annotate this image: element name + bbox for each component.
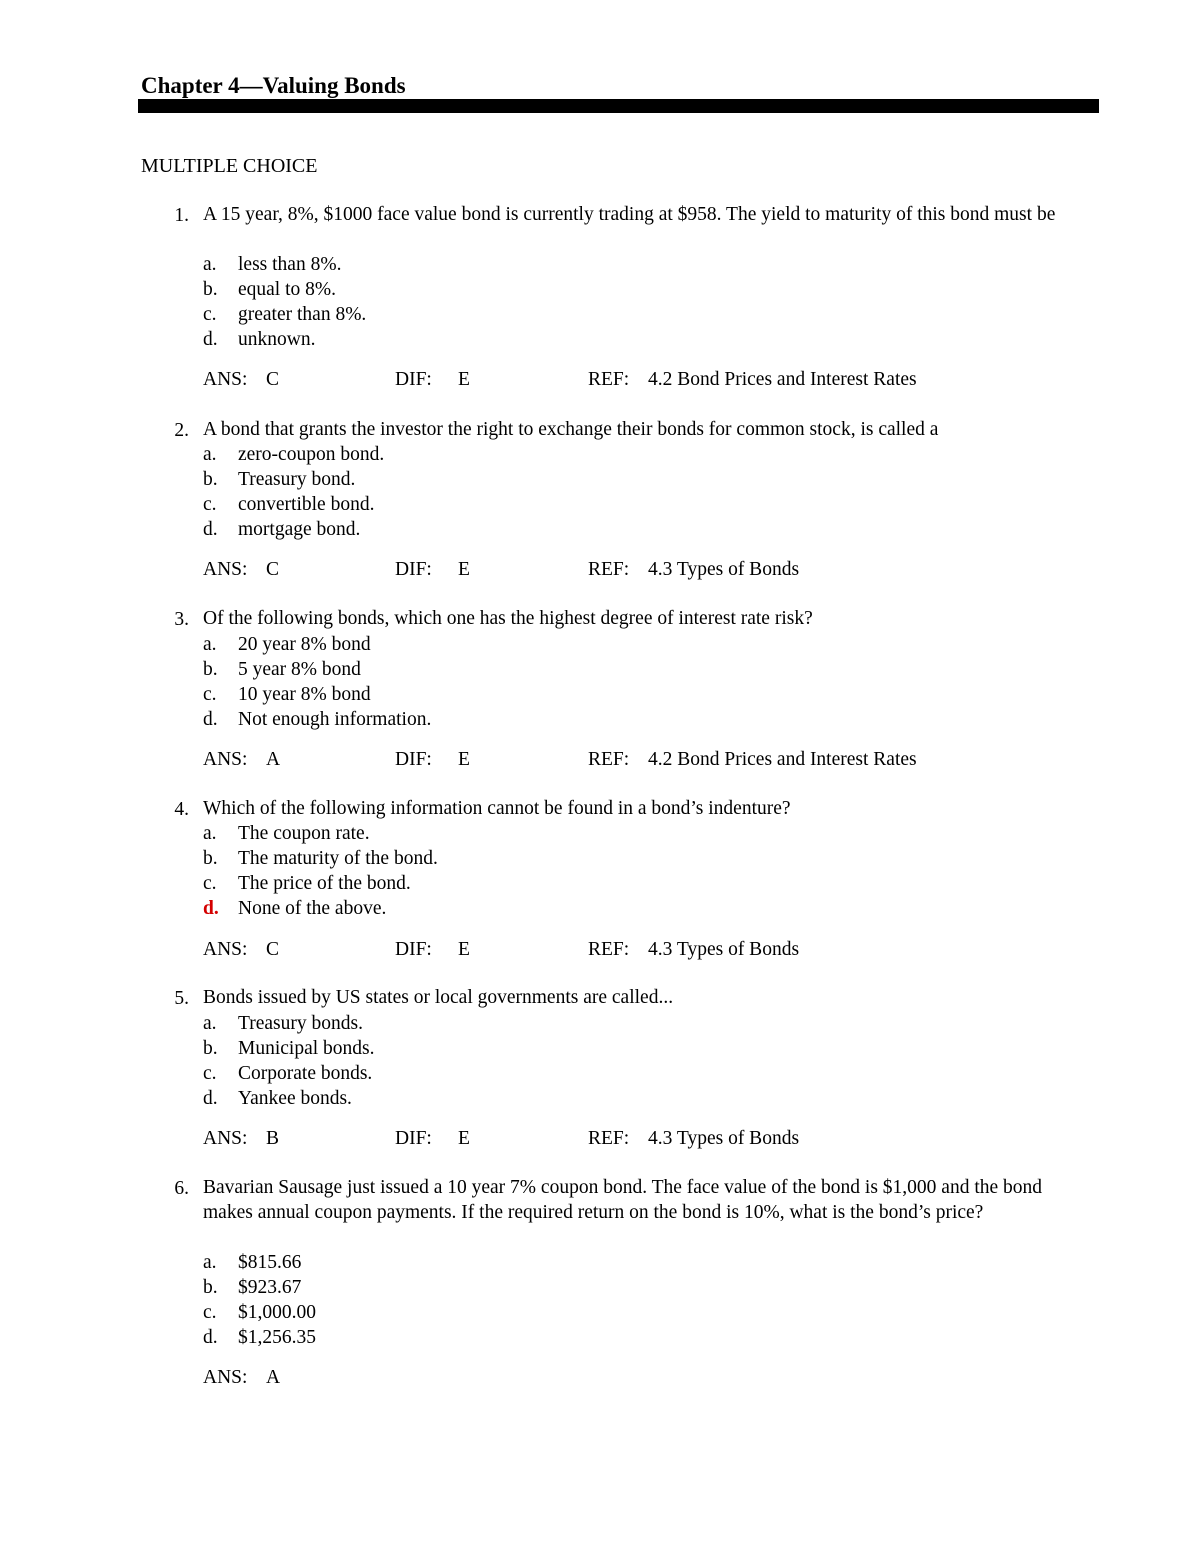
ans-label: ANS: [203,749,248,770]
option-text: 10 year 8% bond [238,684,371,705]
option-text: Municipal bonds. [238,1038,375,1059]
option-letter: b. [203,469,218,490]
question-number: 5. [174,988,189,1009]
ref-label: REF: [588,559,630,580]
option-text: The maturity of the bond. [238,848,438,869]
option-text: The price of the bond. [238,873,411,894]
ans-value: B [266,1128,280,1149]
option-text: less than 8%. [238,254,342,275]
option-text: Not enough information. [238,709,432,730]
option-letter: b. [203,1038,218,1059]
answer-metadata [203,557,1103,582]
option-text: The coupon rate. [238,823,370,844]
option-text: greater than 8%. [238,304,367,325]
option-text: $815.66 [238,1252,302,1273]
ref-value: 4.2 Bond Prices and Interest Rates [648,749,917,770]
question-stem: Of the following bonds, which one has the highest degree of interest rate risk? [203,608,813,629]
ans-label: ANS: [203,559,248,580]
dif-label: DIF: [395,559,432,580]
dif-value: E [458,1128,470,1149]
option-text: Treasury bonds. [238,1013,363,1034]
option-letter: b. [203,848,218,869]
question-number: 3. [174,609,189,630]
question-number: 2. [174,420,189,441]
option-text: 20 year 8% bond [238,634,371,655]
answer-metadata [203,747,1103,772]
option-letter-marked: d. [203,898,219,919]
ans-label: ANS: [203,1367,248,1388]
option-text: 5 year 8% bond [238,659,361,680]
dif-value: E [458,369,470,390]
dif-value: E [458,939,470,960]
question-stem: A bond that grants the investor the right to exchange their bonds for common stock, is called a [203,419,939,440]
option-text: Corporate bonds. [238,1063,373,1084]
question-stem: Which of the following information cannot be found in a bond’s indenture? [203,798,791,819]
ref-value: 4.3 Types of Bonds [648,939,800,960]
option-text: None of the above. [238,898,387,919]
dif-value: E [458,559,470,580]
ref-label: REF: [588,749,630,770]
option-letter: d. [203,1088,218,1109]
answer-metadata [203,1365,1103,1390]
ans-label: ANS: [203,1128,248,1149]
option-letter: d. [203,519,218,540]
option-letter: c. [203,684,217,705]
answer-metadata [203,367,1103,392]
option-letter: c. [203,1302,217,1323]
ans-label: ANS: [203,939,248,960]
option-text: zero-coupon bond. [238,444,385,465]
dif-label: DIF: [395,369,432,390]
option-text: equal to 8%. [238,279,337,300]
chapter-title: Chapter 4—Valuing Bonds [141,73,406,98]
question-stem: Bavarian Sausage just issued a 10 year 7% coupon bond. The face value of the bond is $1,000 and the bond makes annual coupon payments. If the required return on the bond is 10%, what is the bond’s price? [203,1177,1043,1223]
question-stem: Bonds issued by US states or local governments are called... [203,987,674,1008]
option-text: unknown. [238,329,316,350]
option-letter: d. [203,709,218,730]
option-letter: a. [203,634,217,655]
option-letter: a. [203,823,217,844]
ans-value: C [266,559,280,580]
question-stem: A 15 year, 8%, $1000 face value bond is currently trading at $958. The yield to maturity of this bond must be [203,204,1056,225]
ref-value: 4.3 Types of Bonds [648,1128,800,1149]
option-letter: a. [203,254,217,275]
question-number: 4. [174,799,189,820]
section-heading: MULTIPLE CHOICE [141,155,318,177]
option-letter: c. [203,304,217,325]
ans-value: C [266,369,280,390]
option-text: $1,256.35 [238,1327,316,1348]
option-letter: d. [203,329,218,350]
option-letter: a. [203,444,217,465]
ans-value: C [266,939,280,960]
ref-label: REF: [588,1128,630,1149]
option-letter: a. [203,1252,217,1273]
dif-label: DIF: [395,1128,432,1149]
option-text: Treasury bond. [238,469,356,490]
title-rule [138,99,1099,113]
ref-value: 4.2 Bond Prices and Interest Rates [648,369,917,390]
option-letter: a. [203,1013,217,1034]
option-text: mortgage bond. [238,519,361,540]
option-letter: b. [203,279,218,300]
option-text: $1,000.00 [238,1302,316,1323]
ref-label: REF: [588,369,630,390]
option-text: Yankee bonds. [238,1088,352,1109]
ref-label: REF: [588,939,630,960]
option-text: $923.67 [238,1277,302,1298]
option-letter: c. [203,873,217,894]
option-letter: d. [203,1327,218,1348]
dif-label: DIF: [395,749,432,770]
dif-label: DIF: [395,939,432,960]
option-letter: b. [203,1277,218,1298]
ans-value: A [266,1367,281,1388]
option-text: convertible bond. [238,494,375,515]
dif-value: E [458,749,470,770]
option-letter: c. [203,1063,217,1084]
ans-value: A [266,749,281,770]
ans-label: ANS: [203,369,248,390]
question-number: 1. [174,205,189,226]
ref-value: 4.3 Types of Bonds [648,559,800,580]
option-letter: b. [203,659,218,680]
option-letter: c. [203,494,217,515]
answer-metadata [203,1126,1103,1151]
answer-metadata [203,937,1103,962]
question-number: 6. [174,1178,189,1199]
